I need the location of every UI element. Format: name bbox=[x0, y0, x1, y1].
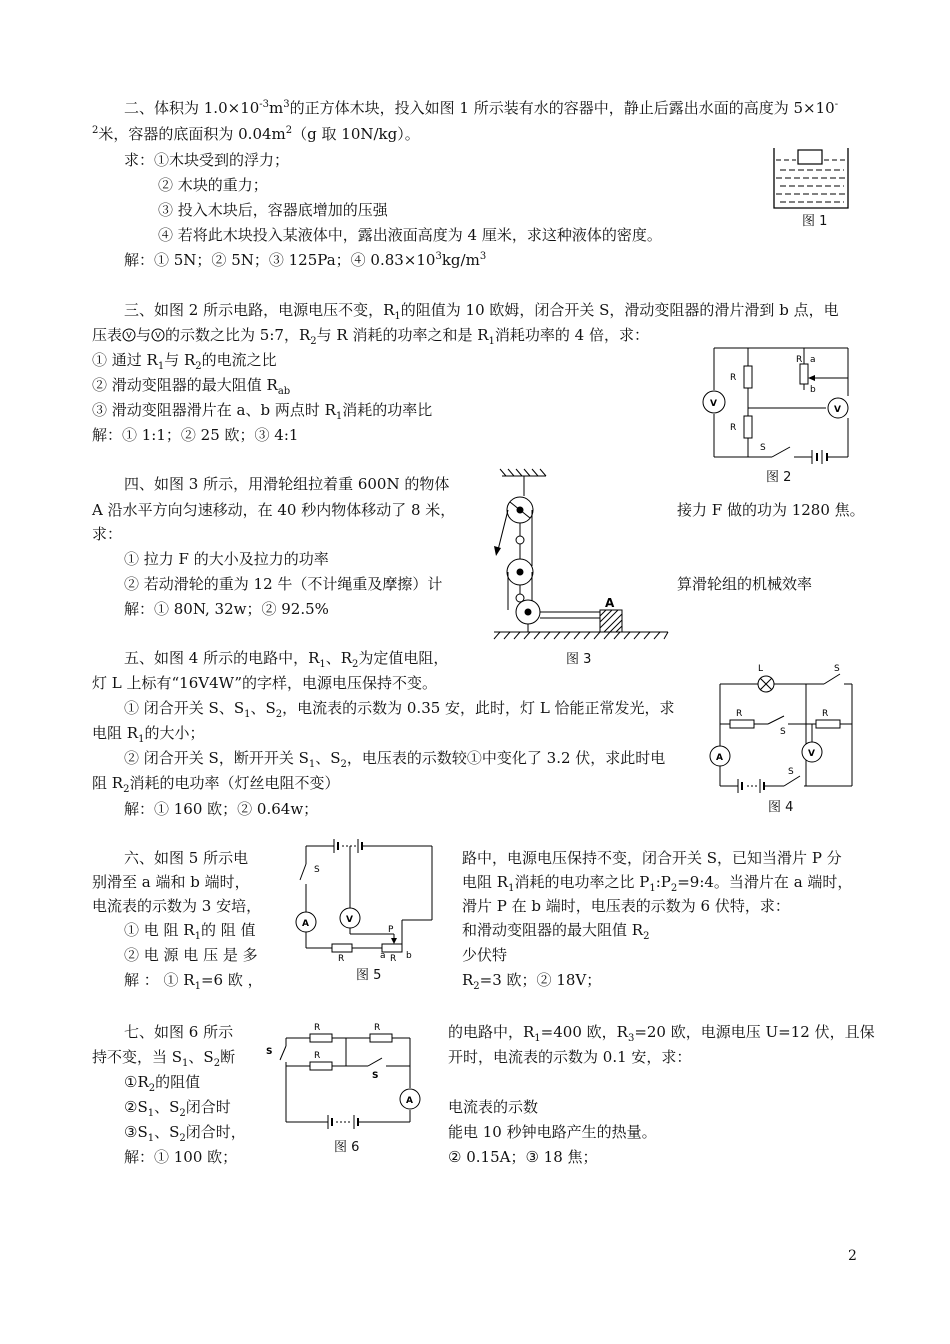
fig2-label-R1: R bbox=[730, 373, 737, 383]
fig4-label-R2: R bbox=[822, 709, 829, 719]
fig2-label-a: a bbox=[810, 355, 816, 365]
p5-q2-cont: 阻 $R_2$消耗的电功率（灯丝电阻不变） bbox=[92, 774, 340, 795]
fig4-label-S: S bbox=[788, 767, 794, 777]
figure-2-circuit bbox=[700, 342, 860, 467]
p3-line2: 压表 V 与 V 的示数之比为 5:7，$R_2$与 R 消耗的功率之和是 $R_1$消耗功率的 4 倍，求： bbox=[92, 326, 649, 347]
figure-2-caption: 图 2 bbox=[766, 470, 792, 485]
figure-6-circuit bbox=[266, 1018, 426, 1136]
p7-q1: $①R_2$的阻值 bbox=[124, 1073, 201, 1094]
fig5-label-a: a bbox=[380, 951, 386, 961]
p7-left2: 持不变，当 $S_1$、$S_2$断 bbox=[92, 1048, 236, 1069]
fig2-label-b: b bbox=[810, 385, 816, 395]
fig5-voltmeter: V bbox=[346, 915, 353, 925]
p2-line2: $^2$米，容器的底面积为 $0.04m^2(g$ 取 10N/kg）。 bbox=[92, 125, 420, 143]
figure-3-caption: 图 3 bbox=[566, 652, 592, 667]
p7-answer-right: ② 0.15A；③ 18 焦； bbox=[448, 1148, 598, 1166]
fig4-label-R1: R bbox=[736, 709, 743, 719]
figure-4-caption: 图 4 bbox=[768, 800, 794, 815]
fig6-label-R3: R bbox=[374, 1023, 381, 1033]
fig5-ammeter: A bbox=[302, 919, 309, 929]
fig6-label-S2: S bbox=[372, 1071, 379, 1081]
p4-line2-right: 接力 F 做的功为 1280 焦。 bbox=[677, 501, 865, 519]
fig6-label-S1: S bbox=[266, 1047, 273, 1057]
svg-text:V: V bbox=[126, 331, 132, 340]
p6-right1: 路中，电源电压保持不变，闭合开关 S，已知当滑片 P 分 bbox=[462, 849, 842, 867]
figure-5-circuit bbox=[296, 836, 440, 964]
p5-answer: 解：① 160 欧；② 0.64w； bbox=[124, 800, 319, 818]
fig2-label-R: R bbox=[796, 355, 803, 365]
figure-3-pulley-system bbox=[490, 466, 670, 646]
fig4-label-S2: S bbox=[834, 664, 840, 674]
voltmeter-v1-icon bbox=[122, 328, 136, 342]
p7-right1: 的电路中，$R_1=400$ 欧，$R_3=20$ 欧，电源电压 U=12 伏，且保 bbox=[448, 1023, 875, 1044]
p2-q4: ④ 若将此木块投入某液体中，露出液面高度为 4 厘米，求这种液体的密度。 bbox=[158, 226, 662, 244]
fig5-label-b: b bbox=[406, 951, 412, 961]
p6-left2: 别滑至 a 端和 b 端时， bbox=[92, 873, 250, 891]
p3-q1: ① 通过 $R_1$与 $R_2$的电流之比 bbox=[92, 351, 277, 372]
fig4-label-S1: S bbox=[780, 727, 786, 737]
figure-5-caption: 图 5 bbox=[356, 968, 382, 983]
fig2-label-R2: R bbox=[730, 423, 737, 433]
p4-line1: 四、如图 3 所示，用滑轮组拉着重 600N 的物体 bbox=[124, 475, 450, 493]
fig4-label-L: L bbox=[758, 664, 764, 674]
voltmeter-v2-icon bbox=[151, 328, 165, 342]
p6-left5: ② 电 源 电 压 是 多 bbox=[124, 946, 258, 964]
p5-line1: 五、如图 4 所示的电路中，$R_1$、$R_2$为定值电阻， bbox=[124, 649, 449, 670]
figure-1-caption: 图 1 bbox=[802, 214, 828, 229]
p6-left6: 解 ： ① $R_1=6$ 欧 ， bbox=[124, 971, 263, 992]
figure-1-container-with-block bbox=[772, 146, 852, 212]
p7-q3-right: 能电 10 秒钟电路产生的热量。 bbox=[448, 1123, 657, 1141]
p3-line1: 三、如图 2 所示电路，电源电压不变，$R_1$的阻值为 10 欧姆，闭合开关 S，滑动变阻器的滑片滑到 b 点，电 bbox=[124, 301, 839, 322]
fig5-label-S: S bbox=[314, 865, 320, 875]
fig5-label-R1: R bbox=[338, 954, 345, 964]
p4-line2: A 沿水平方向匀速移动，在 40 秒内物体移动了 8 米， bbox=[92, 501, 456, 519]
fig4-voltmeter: V bbox=[808, 749, 815, 759]
p6-left4: ① 电 阻 $R_1$的 阻 值 bbox=[124, 921, 256, 942]
fig2-voltmeter-v1: V bbox=[710, 399, 717, 409]
p6-right6: $R_2=3$ 欧；② 18V； bbox=[462, 971, 602, 992]
p2-q3: ③ 投入木块后，容器底增加的压强 bbox=[158, 201, 388, 219]
p3-q3: ③ 滑动变阻器滑片在 a、b 两点时 $R_1$消耗的功率比 bbox=[92, 401, 433, 422]
p7-answer-left: 解：① 100 欧； bbox=[124, 1148, 238, 1166]
p5-q1-cont: 电阻 $R_1$的大小； bbox=[92, 724, 205, 745]
figure-6-caption: 图 6 bbox=[334, 1140, 360, 1155]
p5-q1: ① 闭合开关 S、$S_1$、$S_2$，电流表的示数为 0.35 安，此时，灯 L 恰能正常发光，求 bbox=[124, 699, 675, 720]
fig2-label-S: S bbox=[760, 443, 766, 453]
p6-left3: 电流表的示数为 3 安培， bbox=[92, 897, 262, 915]
figure-4-circuit bbox=[706, 662, 856, 797]
p7-q3: $③S_1$、$S_2$闭合时， bbox=[124, 1123, 246, 1144]
fig4-ammeter: A bbox=[716, 753, 723, 763]
p7-right2: 开时，电流表的示数为 0.1 安，求： bbox=[448, 1048, 692, 1066]
fig5-label-R2: R bbox=[390, 954, 397, 964]
p6-right2: 电阻 $R_1$消耗的电功率之比 $P_1:P_2=9:4$。当滑片在 a 端时， bbox=[462, 873, 853, 894]
page-number: 2 bbox=[848, 1248, 857, 1264]
fig6-ammeter: A bbox=[406, 1096, 413, 1106]
p2-q2: ② 木块的重力； bbox=[158, 176, 268, 194]
p4-line3: 求： bbox=[92, 525, 123, 543]
p6-left1: 六、如图 5 所示电 bbox=[124, 849, 249, 867]
p4-q2: ② 若动滑轮的重为 12 牛（不计绳重及摩擦）计 bbox=[124, 575, 443, 593]
fig5-label-P: P bbox=[388, 925, 394, 935]
p7-q2: $②S_1$、$S_2$闭合时 bbox=[124, 1098, 231, 1119]
fig6-label-R2: R bbox=[314, 1051, 321, 1061]
p4-q1: ① 拉力 F 的大小及拉力的功率 bbox=[124, 550, 329, 568]
fig3-label-A: A bbox=[605, 596, 615, 610]
fig6-label-R1: R bbox=[314, 1023, 321, 1033]
p5-line2: 灯 L 上标有“16V4W”的字样，电源电压保持不变。 bbox=[92, 674, 437, 692]
p6-right5: 少伏特 bbox=[462, 946, 508, 964]
p6-right4: 和滑动变阻器的最大阻值 $R_2$ bbox=[462, 921, 650, 942]
p3-answer: 解：① 1:1；② 25 欧；③ 4:1 bbox=[92, 426, 299, 444]
p2-answer: 解：① 5N；② 5N；③ 125Pa；④ $0.83\times 10^3kg/m^3$ bbox=[124, 251, 487, 269]
p6-right3: 滑片 P 在 b 端时，电压表的示数为 6 伏特，求： bbox=[462, 897, 790, 915]
p2-line1: 二、体积为 $1.0\times 10^{-3}m^3$的正方体木块，投入如图 1 所示装有水的容器中，静止后露出水面的高度为 5×10- bbox=[124, 99, 839, 117]
p7-q2-right: 电流表的示数 bbox=[448, 1098, 539, 1116]
fig2-voltmeter-v2: V bbox=[834, 405, 841, 415]
svg-text:V: V bbox=[155, 331, 161, 340]
p3-q2: ② 滑动变阻器的最大阻值 $R_{ab}$ bbox=[92, 376, 291, 397]
p5-q2: ② 闭合开关 S，断开开关 $S_1$、$S_2$，电压表的示数较①中变化了 3.2 伏，求此时电 bbox=[124, 749, 666, 770]
p4-q2-right: 算滑轮组的机械效率 bbox=[677, 575, 813, 593]
p7-left1: 七、如图 6 所示 bbox=[124, 1023, 234, 1041]
p2-q1: 求：①木块受到的浮力； bbox=[124, 151, 290, 169]
p4-answer: 解：① 80N, 32w；② 92.5% bbox=[124, 600, 329, 618]
